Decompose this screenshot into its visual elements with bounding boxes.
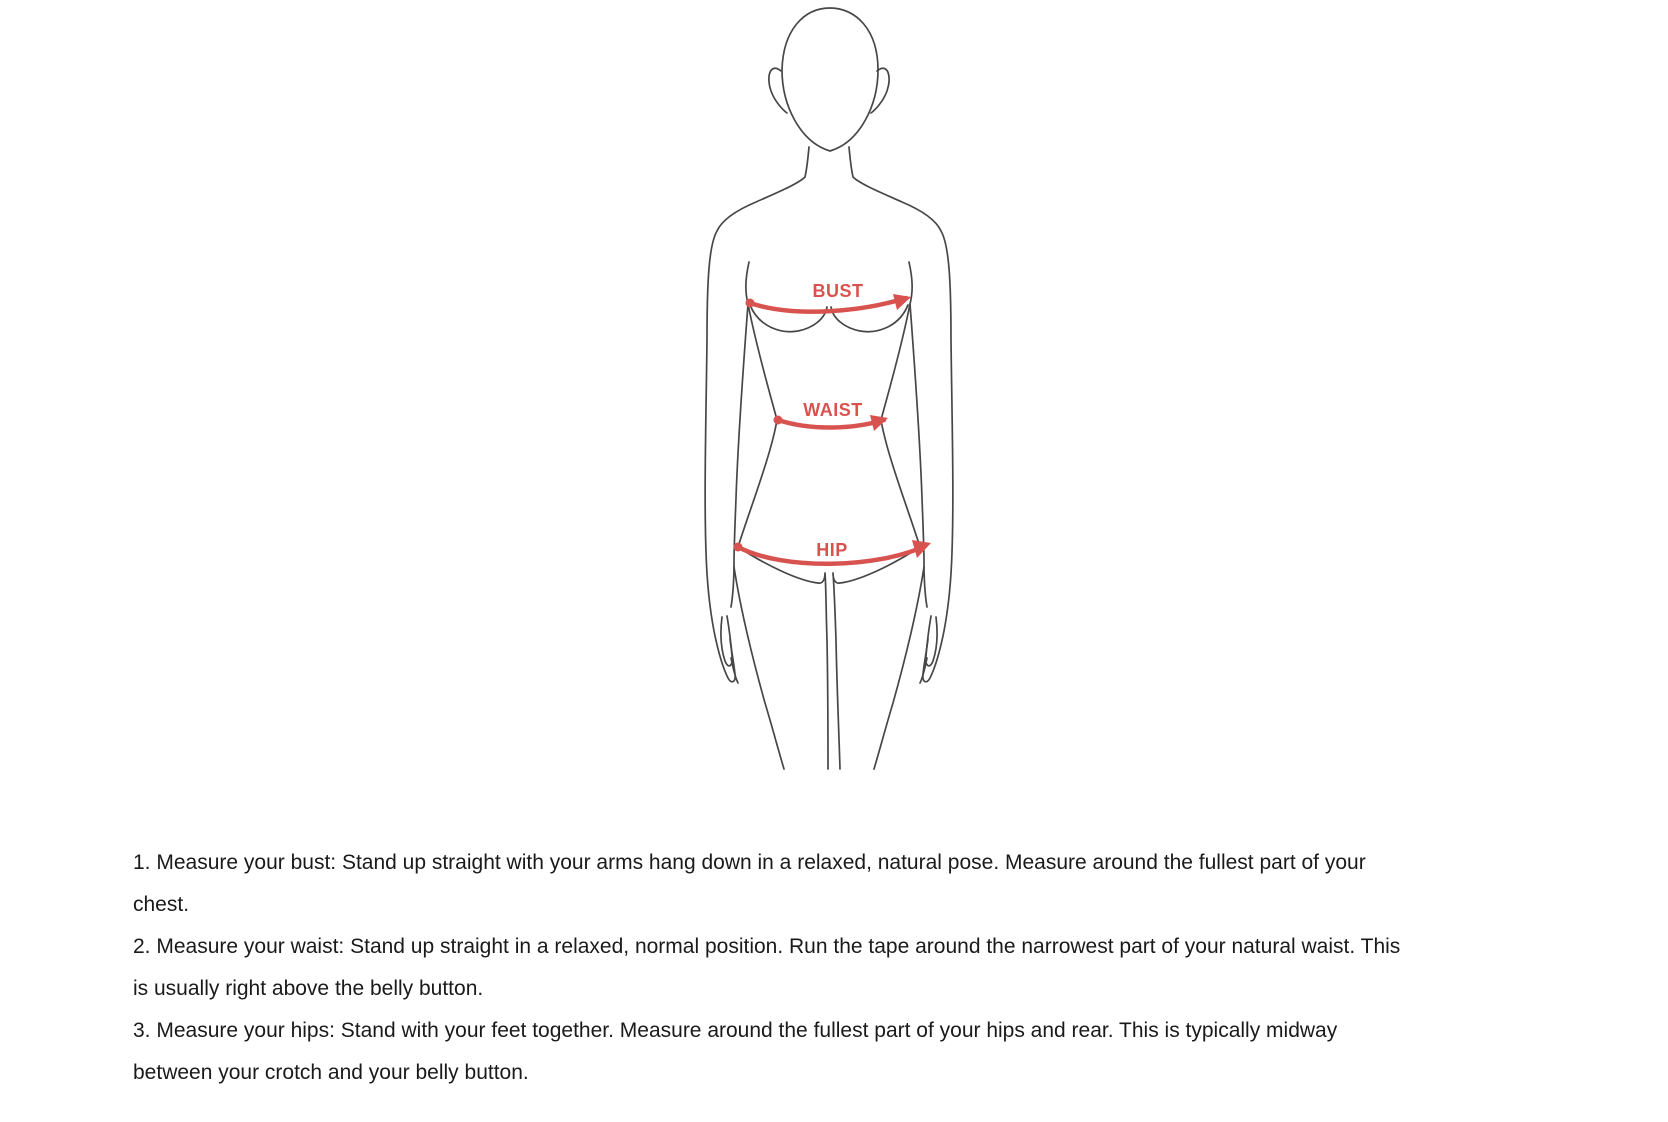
instruction-text: Measure your waist: Stand up straight in a relaxed, normal position. Run the tape around the narrowest part of your natural waist. This is usually right above the belly button. bbox=[133, 935, 1401, 1000]
figure-head bbox=[782, 8, 878, 151]
instruction-item-bust bbox=[133, 842, 1413, 926]
bust-measure-arrowhead bbox=[893, 294, 911, 310]
figure-hip-inner-leg-right bbox=[833, 547, 920, 769]
instruction-item-waist bbox=[133, 926, 1413, 1010]
instruction-number: 2. bbox=[133, 935, 151, 958]
instruction-number: 1. bbox=[133, 851, 151, 874]
figure-hip-inner-leg-left bbox=[738, 547, 828, 769]
figure-neck-arm-right bbox=[849, 147, 953, 682]
female-figure-illustration bbox=[655, 0, 1010, 795]
hip-measure-arrowhead bbox=[912, 540, 931, 558]
measurement-instructions bbox=[133, 842, 1413, 1094]
figure-inner-arm-left bbox=[731, 262, 749, 607]
hip-label: HIP bbox=[816, 540, 848, 560]
instruction-text: Measure your bust: Stand up straight with your arms hang down in a relaxed, natural pose. Measure around the fullest part of your chest. bbox=[133, 851, 1366, 916]
waist-measure-arrowhead bbox=[870, 415, 888, 431]
figure-outline bbox=[705, 8, 953, 769]
instruction-text: Measure your hips: Stand with your feet together. Measure around the fullest part of your hips and rear. This is typically midway between your crotch and your belly button. bbox=[133, 1019, 1338, 1084]
figure-torso-right bbox=[881, 304, 920, 547]
instruction-item-hips bbox=[133, 1010, 1413, 1094]
figure-outer-thigh-right bbox=[874, 567, 924, 769]
hip-measure-start-dot bbox=[734, 543, 743, 552]
bust-measure-start-dot bbox=[746, 299, 755, 308]
waist-measure-line bbox=[778, 420, 884, 428]
body-measurement-diagram bbox=[655, 0, 1010, 795]
bust-label: BUST bbox=[812, 281, 864, 301]
figure-torso-left bbox=[738, 304, 777, 547]
figure-outer-thigh-left bbox=[734, 567, 784, 769]
waist-measure-start-dot bbox=[774, 416, 783, 425]
waist-label: WAIST bbox=[803, 400, 863, 420]
instruction-number: 3. bbox=[133, 1019, 151, 1042]
figure-neck-arm-left bbox=[705, 147, 809, 682]
figure-ear-right bbox=[871, 68, 889, 113]
